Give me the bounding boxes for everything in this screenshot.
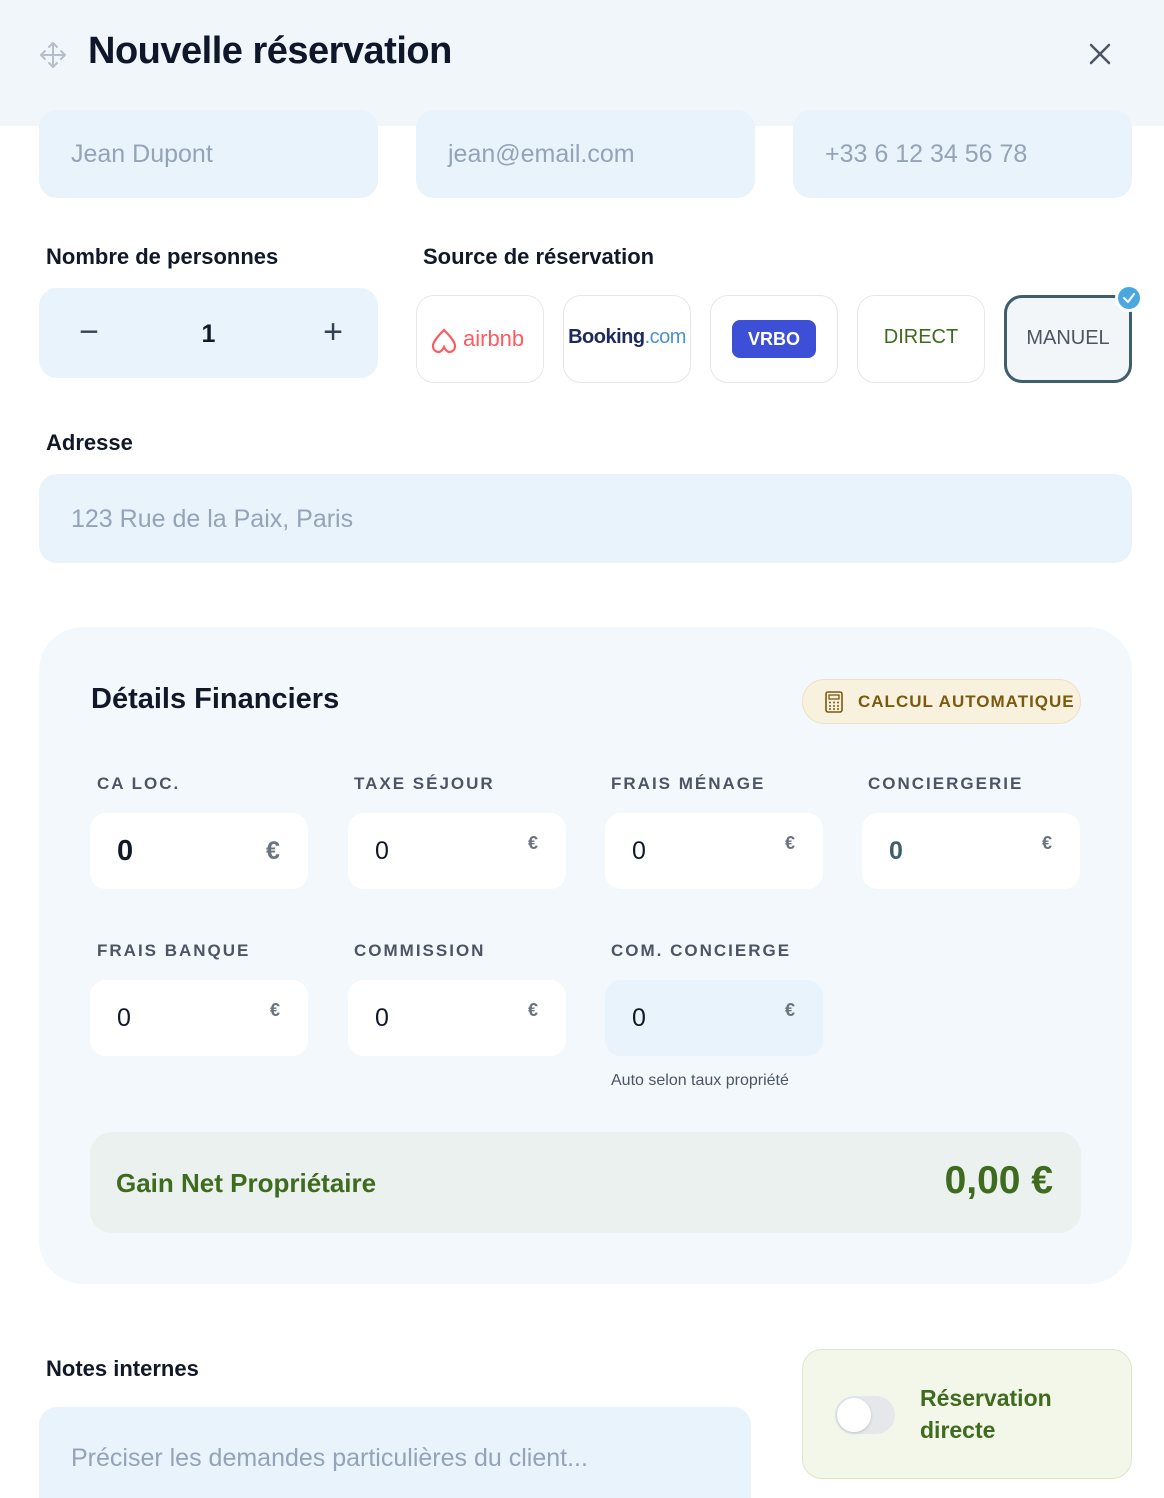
frais-menage-value: 0 xyxy=(632,837,646,865)
euro-icon: € xyxy=(785,833,796,853)
calculator-icon xyxy=(824,691,844,713)
ca-loc-input[interactable] xyxy=(90,813,308,889)
source-label: Source de réservation xyxy=(423,244,655,269)
toggle-knob xyxy=(837,1398,871,1432)
decrement-button[interactable]: − xyxy=(79,313,99,351)
euro-icon: € xyxy=(270,1000,281,1020)
taxe-sejour-input[interactable] xyxy=(348,813,566,889)
financial-details-card xyxy=(39,627,1132,1284)
close-icon[interactable] xyxy=(1084,38,1116,70)
vrbo-badge xyxy=(732,320,816,358)
direct-reservation-toggle[interactable] xyxy=(835,1396,895,1434)
financial-title: Détails Financiers xyxy=(91,683,340,715)
conciergerie-input[interactable] xyxy=(862,813,1080,889)
net-gain-label: Gain Net Propriétaire xyxy=(116,1168,377,1198)
commission-value: 0 xyxy=(375,1004,389,1032)
euro-icon: € xyxy=(1042,833,1053,853)
phone-input[interactable] xyxy=(793,110,1132,198)
frais-banque-label: FRAIS BANQUE xyxy=(97,941,251,960)
source-option-booking[interactable] xyxy=(563,295,691,383)
conciergerie-label: CONCIERGERIE xyxy=(868,774,1024,793)
commission-label: COMMISSION xyxy=(354,941,486,960)
frais-menage-input[interactable] xyxy=(605,813,823,889)
increment-button[interactable]: + xyxy=(323,313,343,351)
com-concierge-input[interactable] xyxy=(605,980,823,1056)
source-option-manuel[interactable] xyxy=(1004,295,1132,383)
airbnb-logo-icon xyxy=(429,324,459,356)
guests-label: Nombre de personnes xyxy=(46,244,279,269)
phone-placeholder: +33 6 12 34 56 78 xyxy=(825,140,1028,168)
frais-menage-label: FRAIS MÉNAGE xyxy=(611,774,766,793)
euro-icon: € xyxy=(528,833,539,853)
ca-loc-label: CA LOC. xyxy=(97,774,181,793)
direct-reservation-panel xyxy=(802,1349,1132,1479)
com-concierge-value: 0 xyxy=(632,1004,646,1032)
ca-loc-value: 0 xyxy=(117,835,134,867)
booking-label xyxy=(564,326,690,349)
address-placeholder: 123 Rue de la Paix, Paris xyxy=(71,505,354,533)
com-concierge-label: COM. CONCIERGE xyxy=(611,941,792,960)
auto-calc-button[interactable] xyxy=(802,679,1081,724)
net-gain-value: 0,00 € xyxy=(944,1159,1053,1202)
guests-stepper xyxy=(39,288,378,378)
com-concierge-hint: Auto selon taux propriété xyxy=(611,1072,789,1089)
auto-calc-label: CALCUL AUTOMATIQUE xyxy=(858,692,1075,711)
frais-banque-input[interactable] xyxy=(90,980,308,1056)
address-label: Adresse xyxy=(46,430,133,455)
address-input[interactable] xyxy=(39,474,1132,563)
frais-banque-value: 0 xyxy=(117,1004,131,1032)
email-placeholder: jean@email.com xyxy=(448,140,635,168)
vrbo-label: VRBO xyxy=(747,329,800,349)
notes-placeholder: Préciser les demandes particulières du client... xyxy=(71,1444,588,1472)
euro-icon: € xyxy=(785,1000,796,1020)
source-option-airbnb[interactable] xyxy=(416,295,544,383)
euro-icon: € xyxy=(266,837,280,865)
commission-input[interactable] xyxy=(348,980,566,1056)
name-placeholder: Jean Dupont xyxy=(71,140,213,168)
notes-label: Notes internes xyxy=(46,1356,199,1381)
move-handle-icon[interactable] xyxy=(38,40,68,70)
notes-textarea[interactable] xyxy=(39,1407,751,1498)
email-input[interactable] xyxy=(416,110,755,198)
manuel-label: MANUEL xyxy=(1026,327,1110,349)
guests-value[interactable]: 1 xyxy=(201,320,216,348)
selected-check-icon xyxy=(1115,284,1143,312)
modal-title: Nouvelle réservation xyxy=(88,30,452,72)
name-input[interactable] xyxy=(39,110,378,198)
booking-label-b: .com xyxy=(644,326,686,348)
euro-icon: € xyxy=(528,1000,539,1020)
source-option-direct[interactable] xyxy=(857,295,985,383)
modal-header xyxy=(0,0,1164,126)
taxe-sejour-label: TAXE SÉJOUR xyxy=(354,774,495,793)
source-option-vrbo[interactable] xyxy=(710,295,838,383)
direct-source-label: DIRECT xyxy=(883,326,959,348)
taxe-sejour-value: 0 xyxy=(375,837,389,865)
conciergerie-value: 0 xyxy=(889,837,903,865)
net-gain-panel xyxy=(90,1132,1081,1233)
direct-reservation-label: Réservation directe xyxy=(920,1385,1052,1443)
airbnb-label: airbnb xyxy=(463,326,525,351)
booking-label-a: Booking xyxy=(568,326,645,348)
